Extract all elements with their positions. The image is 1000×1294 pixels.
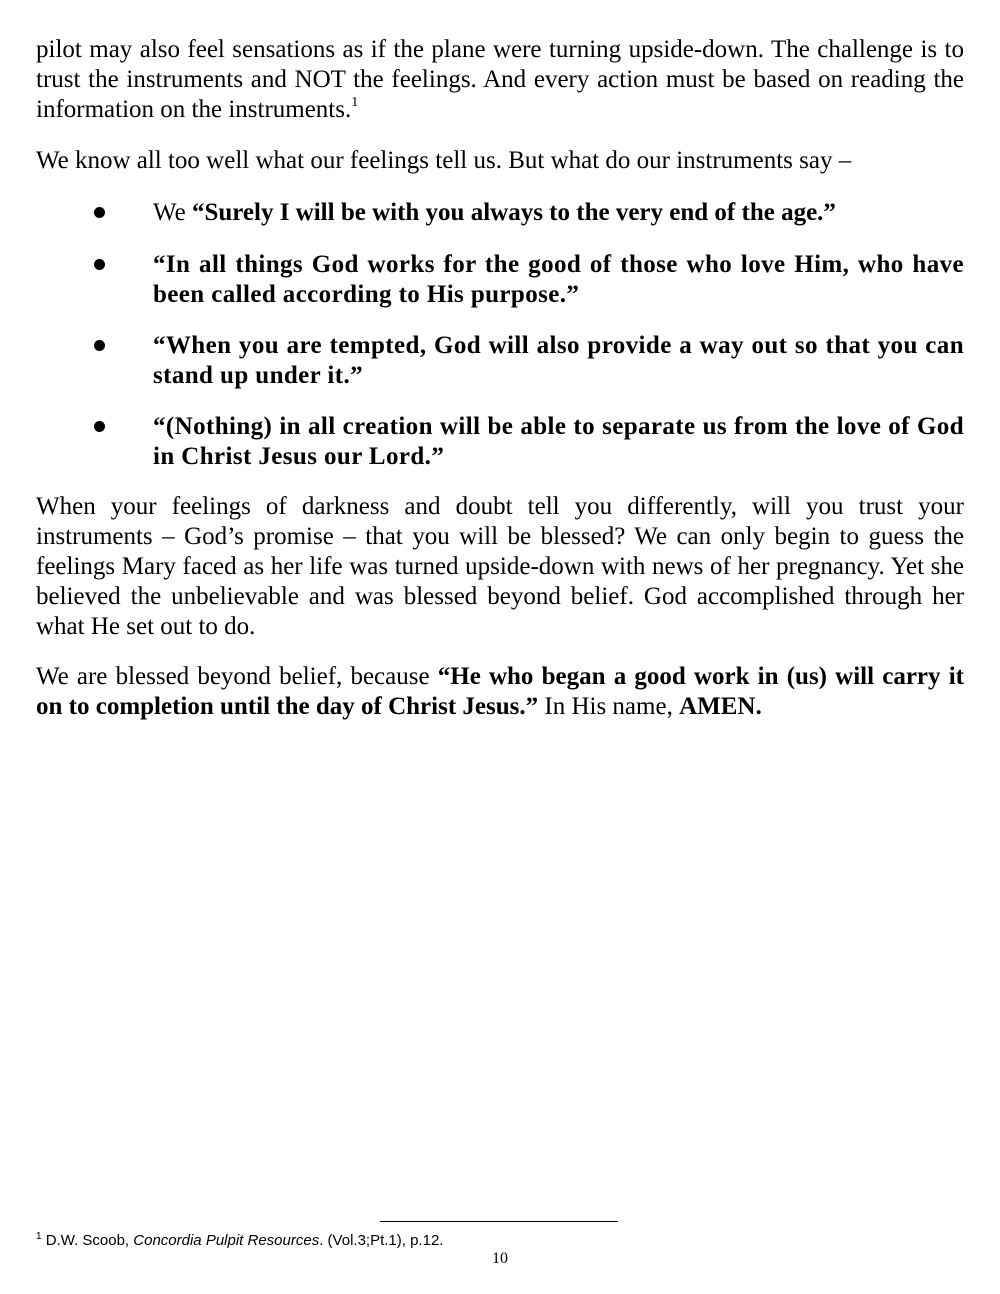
- paragraph-pilot: [36, 35, 964, 125]
- footnote-rest: . (Vol.3;Pt.1), p.12.: [319, 1232, 444, 1249]
- paragraph-instruments-intro-text: We know all too well what our feelings tell us. But what do our instruments say –: [36, 147, 852, 174]
- bullet-quote: “In all things God works for the good of those who love Him, who have been called according to His purpose.”: [153, 251, 964, 308]
- paragraph-pilot-text: pilot may also feel sensations as if the plane were turning upside-down. The challenge is to trust the instruments and NOT the feelings. And every action must be based on reading the information on the instruments.: [36, 36, 964, 123]
- bullet-prefix: We: [153, 199, 192, 226]
- footnote-title: Concordia Pulpit Resources: [133, 1232, 320, 1249]
- bullet-quote: “(Nothing) in all creation will be able to separate us from the love of God in Christ Jesus our Lord.”: [153, 413, 964, 470]
- paragraph-feelings-mary: [36, 492, 964, 642]
- paragraph-feelings-mary-text: When your feelings of darkness and doubt tell you differently, will you trust your instruments – God’s promise – that you will be blessed? We can only begin to guess the feelings Mary faced as her life was turned upside-down with news of her pregnancy. Yet she believed the unbelievable and was blessed beyond belief. God accomplished through her what He set out to do.: [36, 493, 964, 640]
- closing-middle: In His name,: [538, 693, 680, 720]
- footnote-divider: [380, 1221, 618, 1222]
- bullet-text: [153, 250, 964, 310]
- bullet-icon: [94, 340, 105, 351]
- bullet-quote: “When you are tempted, God will also provide a way out so that you can stand up under it.”: [153, 332, 964, 389]
- footnote-number: 1: [36, 1231, 42, 1242]
- bullet-icon: [94, 259, 105, 270]
- bullet-icon: [94, 207, 105, 218]
- bullet-quote: “Surely I will be with you always to the very end of the age.”: [191, 199, 836, 226]
- paragraph-closing: [36, 662, 964, 722]
- bullet-text: [153, 412, 964, 472]
- closing-quote: “He who began a good work in (us) will carry it on to completion until the day of Christ Jesus.”: [36, 663, 964, 720]
- footnote-author: D.W. Scoob,: [45, 1232, 134, 1249]
- page-number: 10: [492, 1250, 508, 1267]
- bullet-icon: [94, 421, 105, 432]
- closing-amen: AMEN.: [679, 693, 762, 720]
- paragraph-instruments-intro: [36, 146, 964, 176]
- footnote: [36, 1232, 736, 1250]
- bullet-text: [153, 198, 964, 228]
- footnote-reference[interactable]: 1: [351, 95, 359, 110]
- bullet-text: [153, 331, 964, 391]
- closing-lead: We are blessed beyond belief, because: [36, 663, 438, 690]
